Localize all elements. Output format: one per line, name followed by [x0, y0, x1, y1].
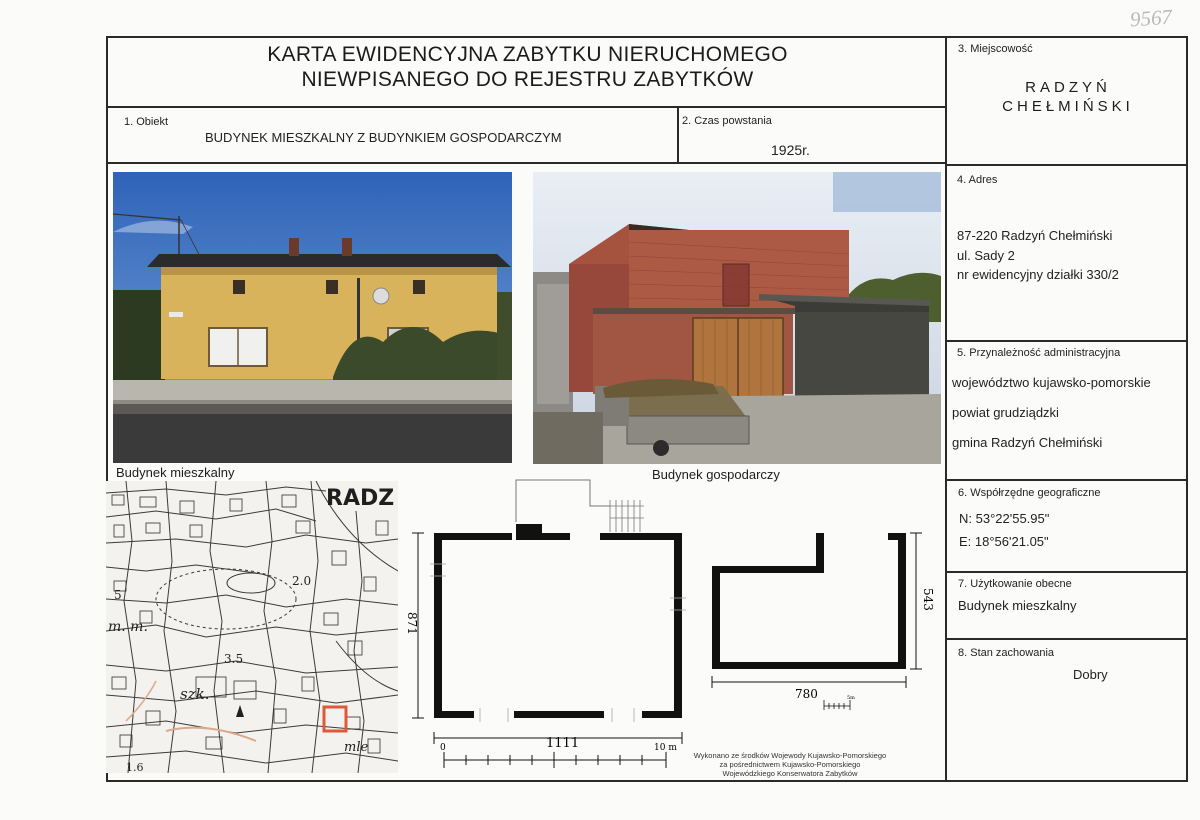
card-title: [110, 42, 945, 92]
object-label: 1. Obiekt: [124, 116, 169, 128]
small-scale-end: 5m: [847, 695, 855, 701]
map-label-mm: m. m.: [108, 619, 148, 635]
usage-label: 7. Użytkowanie obecne: [958, 578, 1072, 590]
admin-line-3: gmina Radzyń Chełmiński: [952, 435, 1103, 450]
funding-line-1: Wykonano ze środków Wojewody Kujawsko-Pomorskiego: [693, 751, 887, 760]
location-map: [106, 481, 398, 773]
scale-end: 10 m: [654, 743, 677, 753]
address-line-2: ul. Sady 2: [957, 248, 1015, 263]
photo-caption-residential: Budynek mieszkalny: [116, 465, 235, 480]
condition-label: 8. Stan zachowania: [958, 647, 1055, 659]
dim-main-width: 1111: [546, 736, 580, 751]
title-line-1: KARTA EWIDENCYJNA ZABYTKU NIERUCHOMEGO: [267, 43, 788, 66]
funding-note: [670, 751, 910, 778]
admin-line-2: powiat grudziądzki: [952, 405, 1059, 420]
locality-line-1: RADZYŃ: [1025, 79, 1111, 96]
title-line-2: NIEWPISANEGO DO REJESTRU ZABYTKÓW: [301, 68, 754, 91]
map-label-5: 5: [114, 588, 122, 602]
map-label-1-6: 1.6: [126, 761, 144, 773]
dim-annex-depth: 543: [921, 588, 935, 611]
admin-line-1: województwo kujawsko-pomorskie: [952, 375, 1151, 390]
archive-number: 9567: [1129, 4, 1173, 32]
address-line-1: 87-220 Radzyń Chełmiński: [957, 228, 1113, 243]
coords-label: 6. Współrzędne geograficzne: [958, 487, 1101, 499]
locality-line-2: CHEŁMIŃSKI: [1002, 98, 1134, 115]
dim-main-depth: 871: [405, 612, 419, 635]
address-label: 4. Adres: [957, 174, 998, 186]
map-label-szk: szk.: [180, 685, 210, 703]
usage-value: Budynek mieszkalny: [958, 598, 1077, 613]
map-label-radz: RADZ: [326, 486, 395, 511]
photo-farm-building: [533, 172, 941, 464]
photo-residential-building: [113, 172, 512, 463]
object-value: BUDYNEK MIESZKALNY Z BUDYNKIEM GOSPODARCZYM: [205, 130, 562, 145]
photo-caption-farm: Budynek gospodarczy: [652, 467, 780, 482]
dim-annex-width: 780: [795, 687, 818, 701]
date-value: 1925r.: [771, 142, 810, 158]
locality-value: [948, 78, 1188, 116]
map-label-3-5: 3.5: [224, 652, 244, 666]
floor-plan-drawing: [404, 476, 944, 776]
date-label: 2. Czas powstania: [682, 115, 772, 127]
funding-line-2: za pośrednictwem Kujawsko-Pomorskiego: [719, 760, 861, 769]
coords-n: N: 53°22'55.95": [959, 511, 1050, 526]
condition-value: Dobry: [1073, 667, 1108, 682]
admin-label: 5. Przynależność administracyjna: [957, 347, 1121, 359]
address-line-3: nr ewidencyjny działki 330/2: [957, 267, 1119, 282]
scale-start: 0: [440, 743, 446, 753]
locality-label: 3. Miejscowość: [958, 43, 1033, 55]
map-label-mle: mle: [344, 740, 369, 755]
map-label-2-0: 2.0: [292, 574, 312, 588]
coords-e: E: 18°56'21.05": [959, 534, 1049, 549]
funding-line-3: Wojewódzkiego Konserwatora Zabytków: [722, 769, 858, 778]
